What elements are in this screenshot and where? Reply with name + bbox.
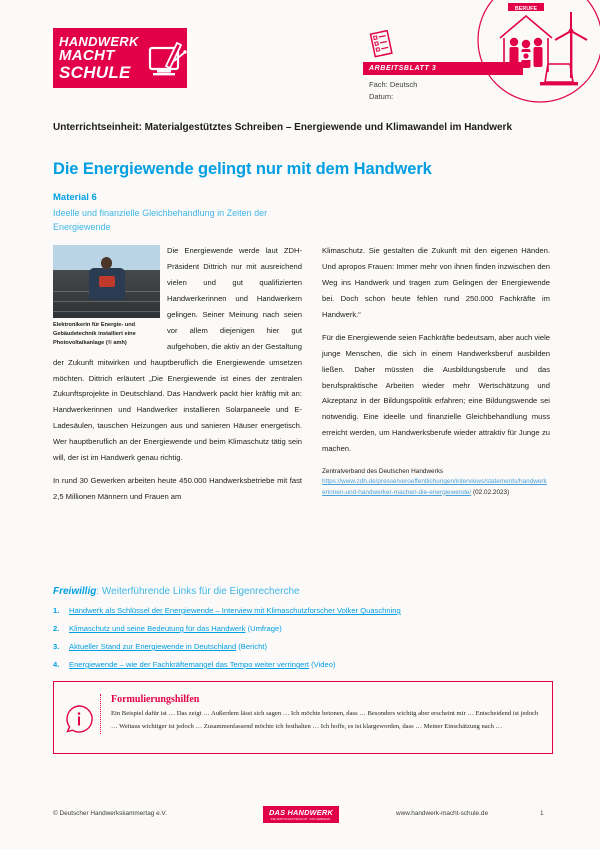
- footer-page-number: 1: [540, 810, 544, 817]
- photo-person-head: [101, 257, 112, 269]
- footer-url: www.handwerk-macht-schule.de: [396, 810, 488, 817]
- further-links-section: [53, 586, 553, 678]
- unit-title: Unterrichtseinheit: Materialgestütztes Schreiben – Energiewende und Klimawandel im Handwerk: [53, 122, 512, 133]
- header-illustration: [430, 0, 600, 112]
- page-footer: [0, 806, 600, 828]
- link-anchor[interactable]: Klimaschutz und seine Bedeutung für das Handwerk: [69, 624, 246, 633]
- material-label: Material 6: [53, 192, 97, 203]
- date-line: Datum:: [369, 92, 394, 102]
- article-column-right: [322, 243, 550, 498]
- link-anchor[interactable]: Energiewende – wie der Fachkräftemangel das Tempo weiter verringert: [69, 660, 310, 669]
- link-anchor[interactable]: Handwerk als Schlüssel der Energiewende – Interview mit Klimaschutzforscher Volker Quaschning: [69, 606, 401, 615]
- footer-copyright: © Deutscher Handwerkskammertag e.V.: [53, 810, 167, 817]
- circle-banner-label: BERUFE: [514, 5, 538, 12]
- link-suffix: (Video): [309, 660, 336, 669]
- paragraph: Für die Energiewende seien Fachkräfte bedeutsam, aber auch viele junge Menschen, die sich in einem Handwerksberuf ausbilden ließen. Daher müssten die Ausbildungsberufe und das berufspraktische Arbeiten wieder mehr Wertschätzung und Akzeptanz in der Bildungspolitik erfahren; eine Bildungswende sei notwendig. Eine ideelle und finanzielle Gleichbehandlung muss erreicht werden, um Handwerksberufe wieder attraktiv für Junge zu machen.: [322, 332, 550, 454]
- links-heading: [53, 586, 553, 597]
- list-item[interactable]: [53, 624, 553, 633]
- links-heading-bold: Freiwillig: [53, 586, 97, 597]
- source-url-link[interactable]: https://www.zdh.de/presse/veroeffentlichungen/interviews/statements/handwerkerinnen-und-handwerker-machen-die-energiewende/: [322, 478, 547, 496]
- list-item[interactable]: [53, 642, 553, 651]
- footer-logo-line-1: DAS HANDWERK: [269, 808, 333, 817]
- paragraph: Die Energiewende werde laut ZDH-Präsident Dittrich nur mit ausreichend vielen und gut qualifizierten Handwerkerinnen und Handwerkern gelingen. Seiner Meinung nach seien vor allem diejenigen hier gut aufgehoben, die aktiv an der Gestaltung der Zukunft mitwirken und hauptberuflich die Energiewende umsetzen möchten. Dittrich erläutert „Die Energiewende ist eines der zentralen Zukunftsprojekte in Deutschland. Das Handwerk packt hier kräftig mit an: Handwerkerinnen und Handwerker installieren Solarpaneele und E-Ladesäulen, tauschen Heizungen aus und sanieren Häuser energetisch. Wer hauptberuflich an der Energiewende und beim Klimaschutz tätig sein will, der ist im Handwerk genau richtig.: [53, 246, 302, 463]
- article-column-left: [53, 243, 302, 512]
- photo-person-bib: [99, 276, 115, 287]
- link-number: 3.: [53, 642, 60, 651]
- formulation-aid-content: [100, 694, 542, 734]
- link-label[interactable]: [69, 642, 267, 651]
- list-item[interactable]: [53, 660, 553, 669]
- links-heading-rest: : Weiterführende Links für die Eigenrecherche: [96, 586, 300, 597]
- material-subtitle: Ideelle und finanzielle Gleichbehandlung in Zeiten der Energiewende: [53, 208, 268, 232]
- logo-line-2: MACHT: [59, 47, 115, 65]
- logo-wordmark: [59, 35, 139, 81]
- monitor-pencil-icon: [144, 37, 188, 79]
- photo-solar-installer: [53, 245, 160, 318]
- source-citation: [322, 467, 550, 498]
- worksheet-sheet-icon: [369, 30, 395, 65]
- list-item[interactable]: [53, 606, 553, 615]
- link-suffix: (Umfrage): [245, 624, 282, 633]
- link-suffix: (Bericht): [236, 642, 267, 651]
- link-label[interactable]: [69, 606, 401, 615]
- formulation-aid-box: [53, 681, 553, 754]
- formulation-aid-title: Formulierungshilfen: [111, 694, 200, 705]
- source-date: (02.02.2023): [473, 488, 510, 496]
- logo-line-3: SCHULE: [59, 62, 131, 82]
- link-number: 1.: [53, 606, 60, 615]
- link-label[interactable]: [69, 660, 335, 669]
- link-number: 4.: [53, 660, 60, 669]
- figure-caption: Elektronikerin für Energie- und Gebäudetechnik installiert eine Photovoltaikanlage (© amh): [53, 322, 136, 347]
- source-organization: Zentralverband des Deutschen Handwerks: [322, 468, 444, 476]
- footer-logo-line-2: DIE WIRTSCHAFTSMACHT. VON NEBENAN.: [270, 818, 332, 821]
- article-text-right: [322, 243, 550, 457]
- badge-label: ARBEITSBLATT 3: [363, 62, 523, 75]
- logo-line-1: HANDWERK: [59, 34, 139, 50]
- link-number: 2.: [53, 624, 60, 633]
- info-icon: [64, 704, 94, 739]
- das-handwerk-logo: [263, 806, 339, 823]
- link-anchor[interactable]: Aktueller Stand zur Energiewende in Deutschland: [69, 642, 237, 651]
- page-header: [0, 0, 600, 118]
- link-label[interactable]: [69, 624, 282, 633]
- formulation-aid-text: Ein Beispiel dafür ist … Das zeigt … Außerdem lässt sich sagen … Ich möchte betonen, dass … Besonders wichtig aber erscheint mir … Entscheidend ist jedoch … Weitaus wichtiger ist jedoch … Zusammenfassend möchte ich festhalten … Ich hoffe, es ist klargeworden, dass … Meiner Einschätzung nach …: [111, 710, 539, 730]
- handwerk-macht-schule-logo: [53, 28, 187, 88]
- paragraph: Klimaschutz. Sie gestalten die Zukunft mit den eigenen Händen. Und apropos Frauen: Immer mehr von ihnen finden inzwischen den Weg ins Handwerk und tragen zum Gelingen der Energiewende bei. Doch schon heute fehlen rund 250.000 Fachkräfte im Handwerk.“: [322, 246, 550, 319]
- badge-meta: [369, 79, 417, 104]
- figure: [53, 245, 160, 349]
- paragraph: In rund 30 Gewerken arbeiten heute 450.000 Handwerksbetriebe mit fast 2,5 Millionen Männern und Frauen am: [53, 476, 302, 502]
- page-title: Die Energiewende gelingt nur mit dem Handwerk: [53, 160, 432, 178]
- subject-line: Fach: Deutsch: [369, 80, 418, 89]
